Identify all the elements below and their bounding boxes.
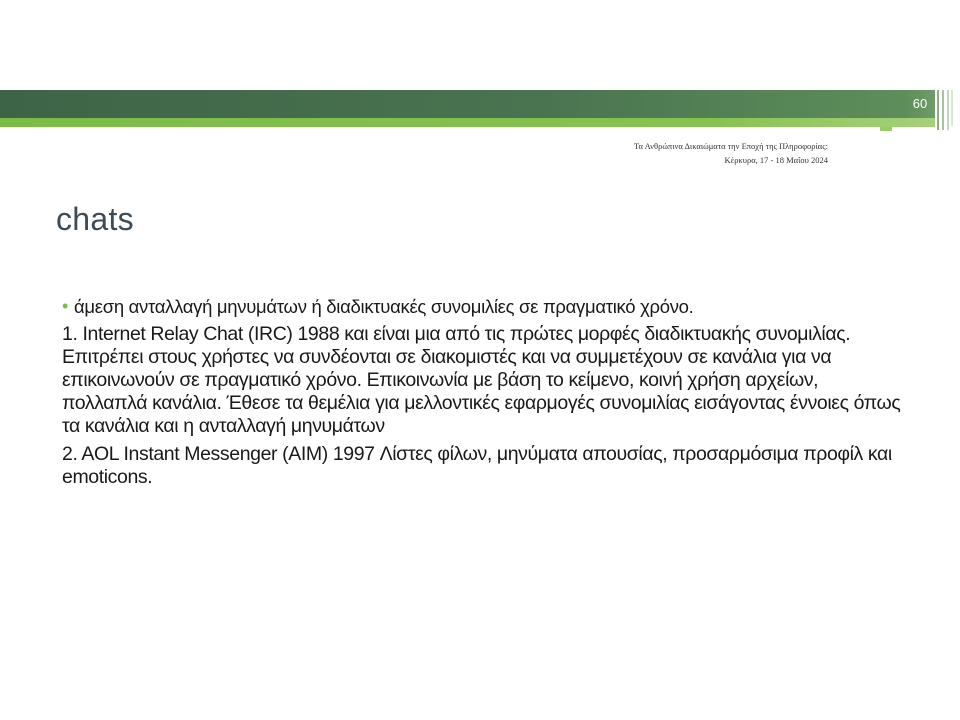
header-stripe bbox=[951, 90, 953, 126]
slide-title: chats bbox=[56, 201, 134, 237]
header-stripe bbox=[947, 90, 949, 130]
bullet-text: άμεση ανταλλαγή μηνυμάτων ή διαδικτυακές συνομιλίες σε πραγματικό χρόνο. bbox=[74, 296, 694, 317]
header-caption bbox=[634, 139, 828, 167]
caption-line-2: Κέρκυρα, 17 - 18 Μαΐου 2024 bbox=[724, 155, 828, 165]
caption-line-1: Τα Ανθρώπινα Δικαιώματα την Εποχή της Πληροφορίας: bbox=[633, 141, 828, 151]
paragraph-aim: 2. AOL Instant Messenger (AIM) 1997 Λίστες φίλων, μηνύματα απουσίας, προσαρμόσιμα προφίλ και emoticons. bbox=[62, 443, 892, 488]
bullet-item bbox=[62, 296, 902, 318]
paragraph-irc: 1. Internet Relay Chat (IRC) 1988 και είναι μια από τις πρώτες μορφές διαδικτυακής συνομιλίας. Επιτρέπει στους χρήστες να συνδέονται σε διακομιστές και να συμμετέχουν σε κανάλια για να επικοινωνούν σε πραγματικό χρόνο. Επικοινωνία με βάση το κείμενο, κοινή χρήση αρχείων, πολλαπλά κανάλια. Έθεσε τα θεμέλια για μελλοντικές εφαρμογές συνομιλίας εισάγοντας έννοιες όπως τα κανάλια και η ανταλλαγή μηνυμάτων bbox=[62, 323, 901, 437]
header-stripe bbox=[942, 90, 944, 130]
bullet-icon: • bbox=[62, 296, 69, 316]
header-band-accent bbox=[880, 127, 892, 131]
page-number: 60 bbox=[912, 96, 928, 111]
header-stripe bbox=[937, 90, 939, 130]
header-band-dark bbox=[0, 90, 905, 118]
header-band-light bbox=[0, 118, 935, 127]
slide-body bbox=[62, 296, 902, 494]
